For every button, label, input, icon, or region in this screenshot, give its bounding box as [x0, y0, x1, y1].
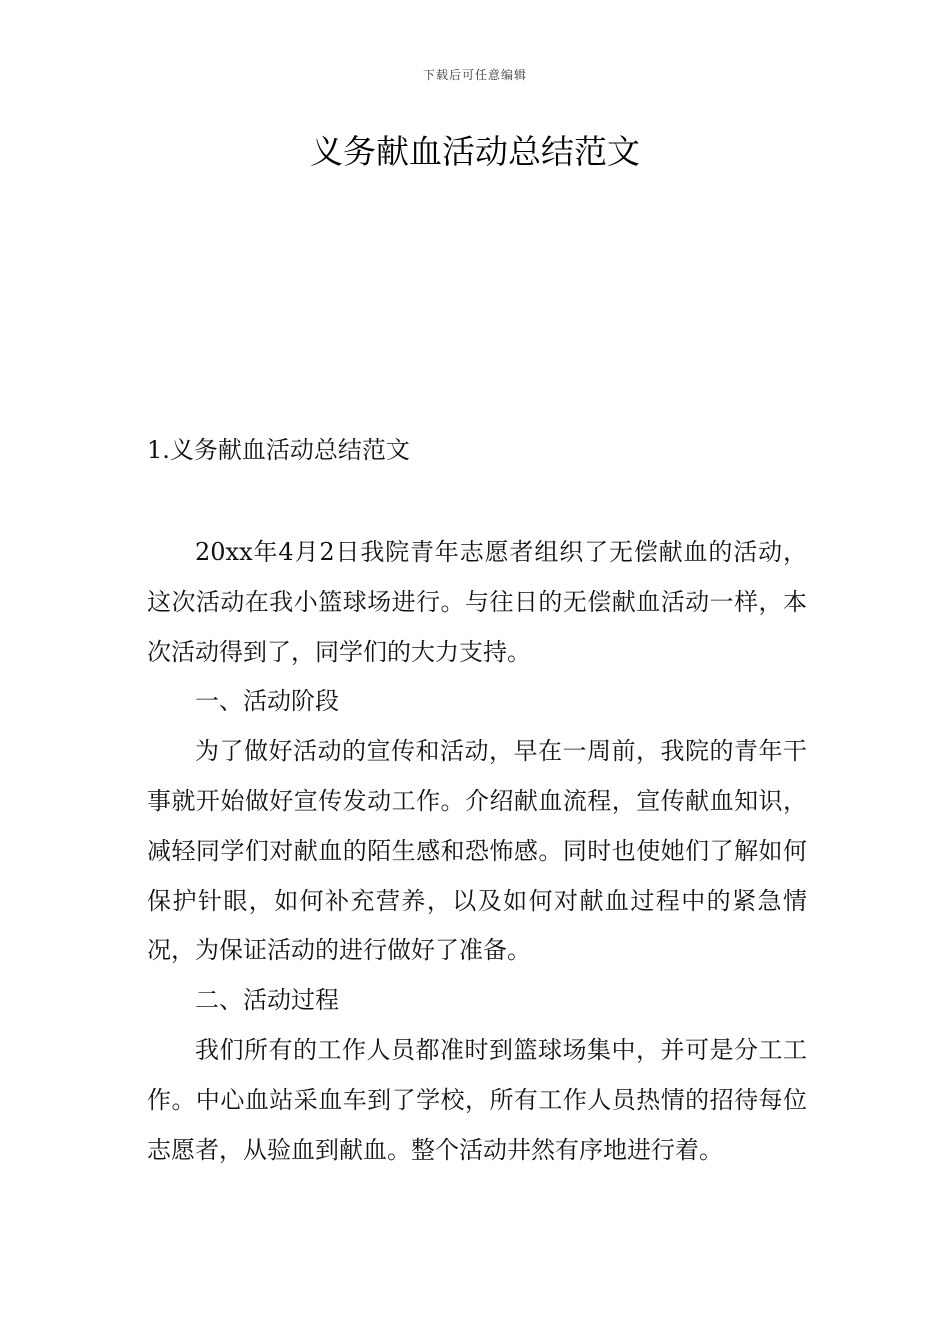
document-body: [147, 528, 807, 1175]
section-heading: 1.义务献血活动总结范文: [147, 436, 410, 464]
subheading-activity-process: 二、活动过程: [195, 986, 339, 1015]
paragraph-activity-process: 我们所有的工作人员都准时到篮球场集中，并可是分工工作。中心血站采血车到了学校，所有工作人员热情的招待每位志愿者，从验血到献血。整个活动井然有序地进行着。: [147, 1035, 807, 1164]
subheading-activity-stage: 一、活动阶段: [195, 687, 339, 716]
header-note: 下载后可任意编辑: [422, 68, 527, 82]
document-title: 义务献血活动总结范文: [310, 132, 640, 171]
paragraph-intro: 20xx年4月2日我院青年志愿者组织了无偿献血的活动，这次活动在我小篮球场进行。与往日的无偿献血活动一样，本次活动得到了，同学们的大力支持。: [147, 538, 807, 666]
paragraph-activity-stage: 为了做好活动的宣传和活动，早在一周前，我院的青年干事就开始做好宣传发动工作。介绍献血流程，宣传献血知识，减轻同学们对献血的陌生感和恐怖感。同时也使她们了解如何保护针眼，如何补充营养，以及如何对献血过程中的紧急情况，为保证活动的进行做好了准备。: [147, 737, 807, 965]
